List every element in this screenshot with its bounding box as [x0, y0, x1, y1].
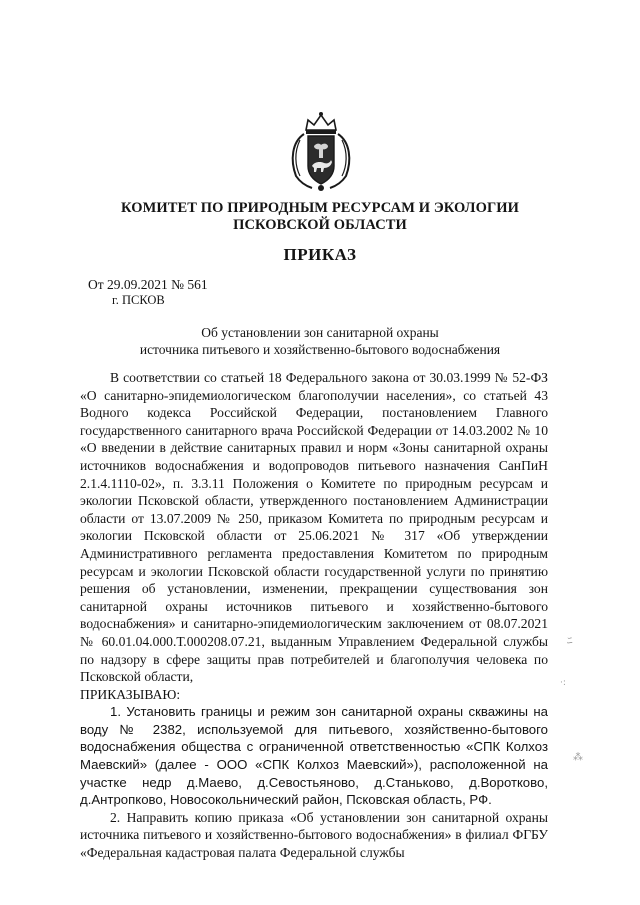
- order-item-1: 1. Установить границы и режим зон санитарной охраны скважины на воду № 2382, используемой для питьевого, хозяйственно-бытового водоснабжения общества с ограниченной ответственностью «СПК Колхоз Маевский» (далее - ООО «СПК Колхоз Маевский»), расположенной на участке недр д.Маево, д.Севостьяново, д.Станьково, д.Вороткoво, д.Антропково, Новосокольнический район, Псковская область, РФ.: [80, 704, 548, 808]
- preamble-paragraph: В соответствии со статьей 18 Федерального закона от 30.03.1999 № 52-ФЗ «О санитарно-эпидемиологическом благополучии населения», со статьей 43 Водного кодекса Российской Федерации, постановлением Главного государственного санитарного врача Российской Федерации от 14.03.2002 № 10 «О введении в действие санитарных правил и норм «Зоны санитарной охраны источников водоснабжения и водопроводов питьевого назначения СанПиН 2.1.4.1110-02», п. 3.3.11 Положения о Комитете по природным ресурсам и экологии Псковской области, утвержденного постановлением Администрации области от 13.07.2009 № 250, приказом Комитета по природным ресурсам и экологии Псковской области от 25.06.2021 № 317 «Об утверждении Административного регламента предоставления Комитетом по природным ресурсам и экологии Псковской области государственной услуги по принятию решения об установлении, изменении, прекращении существования зон санитарной охраны источников питьевого и хозяйственно-бытового водоснабжения» и санитарно-эпидемиологическим заключением от 08.07.2021 № 60.01.04.000.Т.000208.07.21, выданным Управлением Федеральной службы по надзору в сфере защиты прав потребителей и благополучия человека по Псковской области,: [80, 370, 548, 685]
- order-subject-line2: источника питьевого и хозяйственно-бытового водоснабжения: [139, 342, 501, 357]
- scan-mark: ﾆ: [567, 634, 573, 647]
- committee-name-line2: ПСКОВСКОЙ ОБЛАСТИ: [233, 217, 407, 233]
- committee-name-line1: КОМИТЕТ ПО ПРИРОДНЫМ РЕСУРСАМ И ЭКОЛОГИИ: [120, 200, 520, 216]
- order-city: г. ПСКОВ: [112, 293, 165, 307]
- pskov-coat-of-arms-icon: [286, 110, 356, 192]
- order-body: [80, 369, 548, 862]
- order-date-number: От 29.09.2021 № 561: [88, 277, 208, 292]
- directive-heading: ПРИКАЗЫВАЮ:: [80, 686, 181, 702]
- order-item-2: 2. Направить копию приказа «Об установлении зон санитарной охраны источника питьевого и хозяйственно-бытового водоснабжения» в филиал ФГБУ «Федеральная кадастровая палата Федеральной службы: [80, 809, 548, 861]
- document-type: ПРИКАЗ: [283, 245, 357, 264]
- order-subject-line1: Об установлении зон санитарной охраны: [201, 325, 439, 340]
- scan-mark: ⁂: [573, 752, 583, 763]
- scan-mark: ·:: [560, 678, 566, 688]
